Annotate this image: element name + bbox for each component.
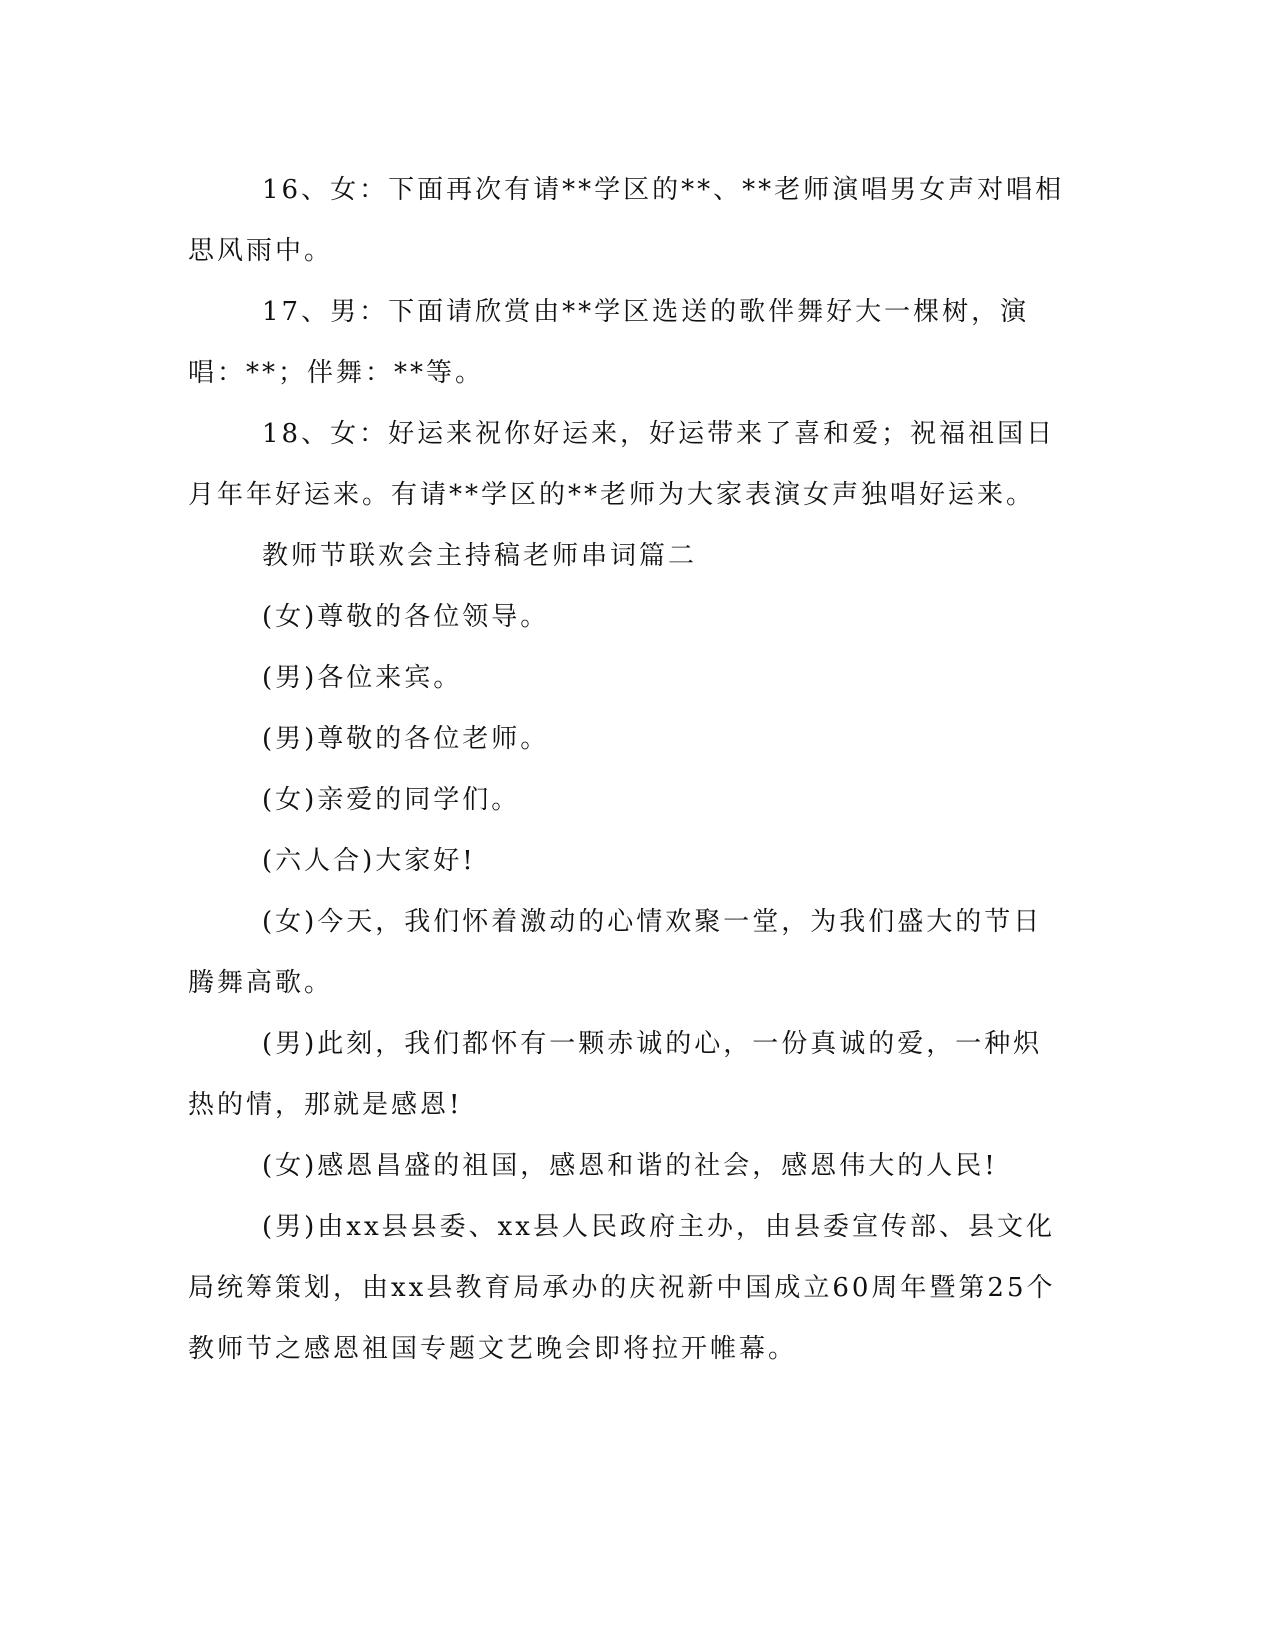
greeting-students: (女)亲爱的同学们。 xyxy=(262,785,521,815)
paragraph-thanks: (女)感恩昌盛的祖国，感恩和谐的社会，感恩伟大的人民! xyxy=(262,1151,998,1181)
greeting-leaders: (女)尊敬的各位领导。 xyxy=(262,602,550,632)
greeting-all: (六人合)大家好! xyxy=(262,846,476,876)
paragraph-16: 16、女：下面再次有请**学区的**、**老师演唱男女声对唱相思风雨中。 xyxy=(188,175,1065,266)
greeting-guests: (男)各位来宾。 xyxy=(262,663,463,693)
paragraph-18: 18、女：好运来祝你好运来，好运带来了喜和爱；祝福祖国日月年年好运来。有请**学区的**老师为大家表演女声独唱好运来。 xyxy=(188,419,1056,510)
section-heading: 教师节联欢会主持稿老师串词篇二 xyxy=(262,541,698,571)
paragraph-gratitude: (男)此刻，我们都怀有一颗赤诚的心，一份真诚的爱，一种炽热的情，那就是感恩! xyxy=(188,1029,1043,1120)
paragraph-today: (女)今天，我们怀着激动的心情欢聚一堂，为我们盛大的节日腾舞高歌。 xyxy=(188,907,1043,998)
paragraph-organizers: (男)由xx县县委、xx县人民政府主办，由县委宣传部、县文化局统筹策划，由xx县教育局承办的庆祝新中国成立60周年暨第25个教师节之感恩祖国专题文艺晚会即将拉开帷幕。 xyxy=(188,1212,1056,1364)
paragraph-17: 17、男：下面请欣赏由**学区选送的歌伴舞好大一棵树，演唱：**；伴舞：**等。 xyxy=(188,297,1030,388)
document-body xyxy=(188,160,1068,1380)
greeting-teachers: (男)尊敬的各位老师。 xyxy=(262,724,550,754)
